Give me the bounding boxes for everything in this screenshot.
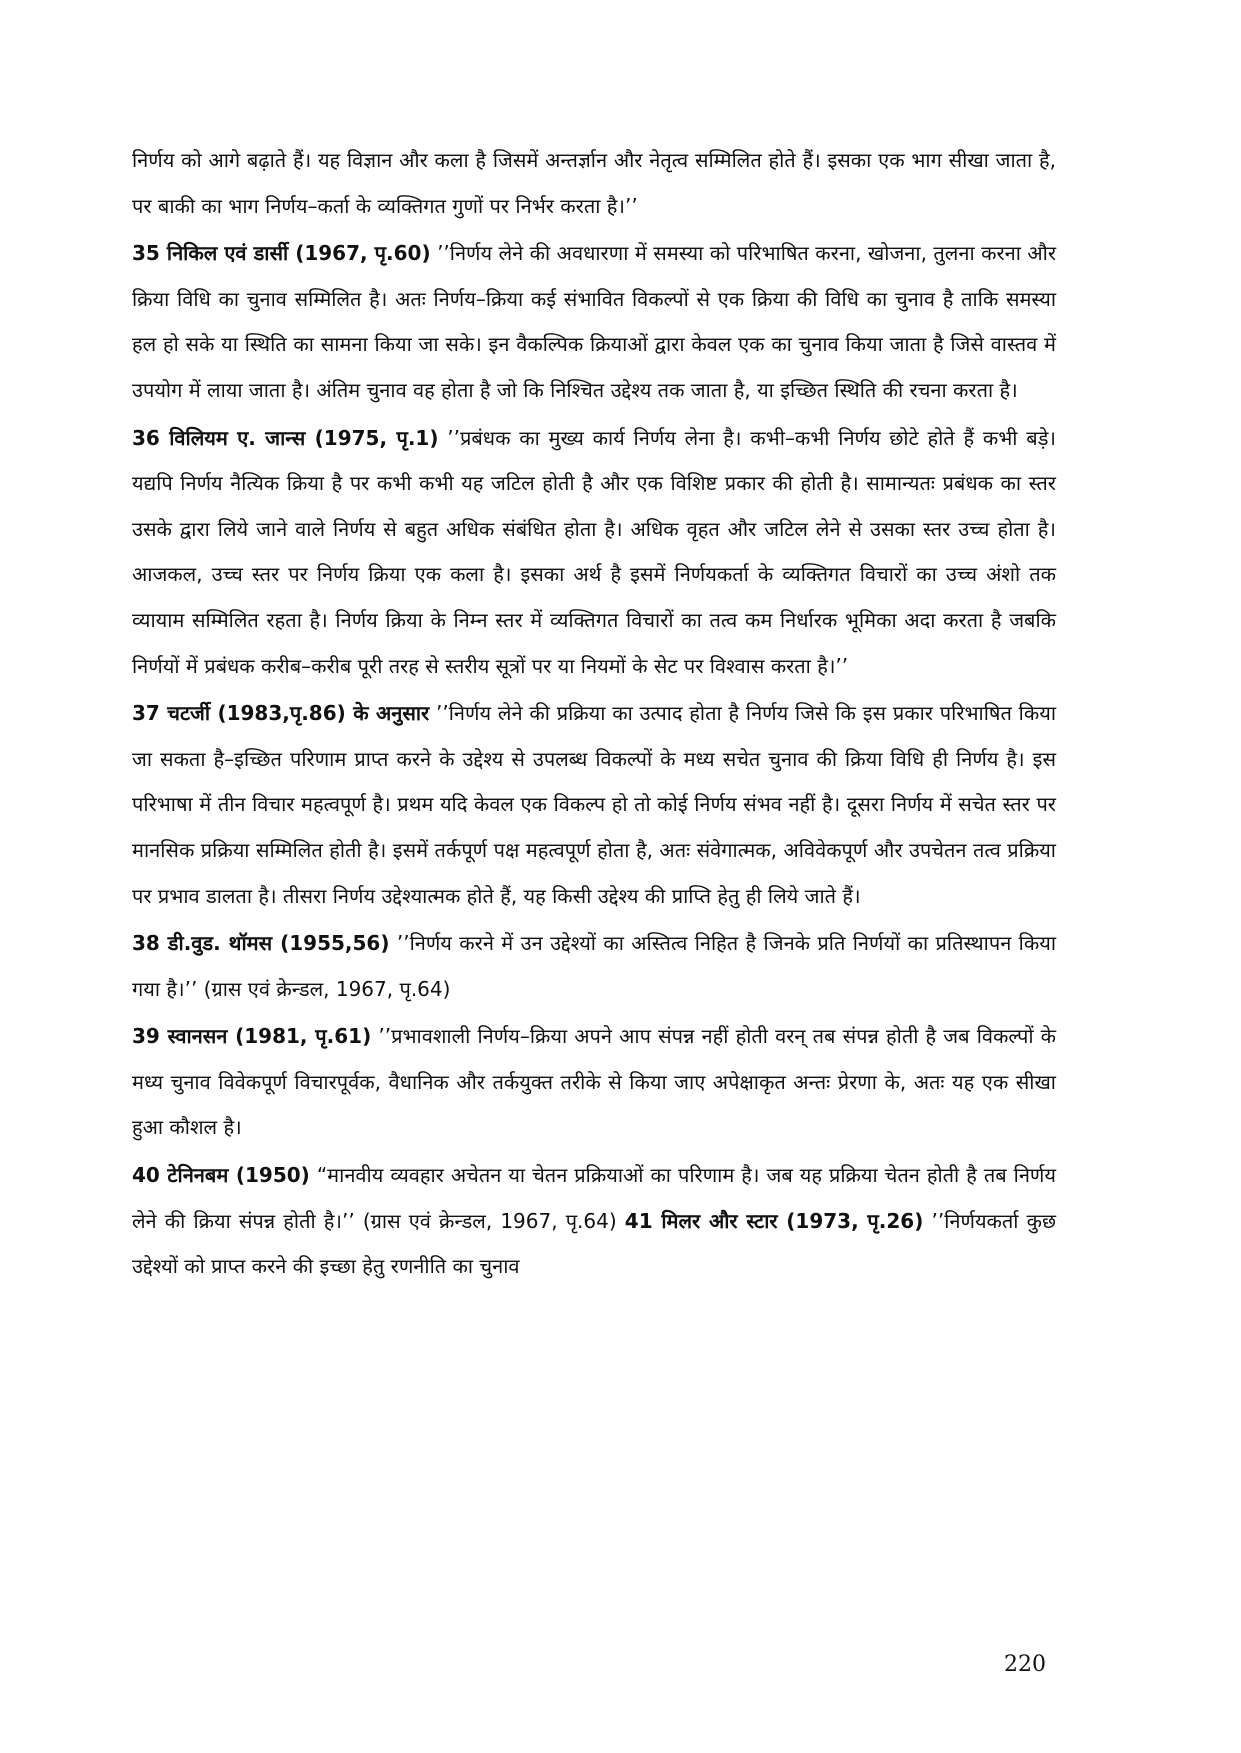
paragraph-text: ’’निर्णय लेने की प्रक्रिया का उत्पाद होता है निर्णय जिसे कि इस प्रकार परिभाषित किया जा सकता है–इच्छित परिणाम प्राप्त करने के उद्देश्य से उपलब्ध विकल्पों के मध्य सचेत चुनाव की क्रिया विधि ही निर्णय है। इस परिभाषा में तीन विचार महत्वपूर्ण है। प्रथम यदि केवल एक विकल्प हो तो कोई निर्णय संभव नहीं है। दूसरा निर्णय में सचेत स्तर पर मानसिक प्रक्रिया सम्मिलित होती है। इसमें तर्कपूर्ण पक्ष महत्वपूर्ण होता है, अतः संवेगात्मक, अविवेकपूर्ण और उपचेतन तत्व प्रक्रिया पर प्रभाव डालता है। तीसरा निर्णय उद्देश्यात्मक होते हैं, यह किसी उद्देश्य की प्राप्ति हेतु ही लिये जाते हैं।	[132, 701, 1057, 908]
paragraph-heading: 38 डी.वुड. थॉमस (1955,56)	[132, 931, 390, 956]
paragraph-continuation	[132, 138, 1056, 229]
paragraph-heading: 40 टेनिनबम (1950)	[132, 1163, 310, 1188]
paragraph-heading: 37 चटर्जी (1983,पृ.86) के अनुसार	[132, 701, 430, 726]
paragraph-39	[132, 1014, 1056, 1151]
paragraph-text: ’’प्रबंधक का मुख्य कार्य निर्णय लेना है। कभी–कभी निर्णय छोटे होते हैं कभी बड़े। यद्यपि निर्णय नैत्यिक क्रिया है पर कभी कभी यह जटिल होती है और एक विशिष्ट प्रकार की होती है। सामान्यतः प्रबंधक का स्तर उसके द्वारा लिये जाने वाले निर्णय से बहुत अधिक संबंधित होता है। अधिक वृहत और जटिल लेने से उसका स्तर उच्च होता है। आजकल, उच्च स्तर पर निर्णय क्रिया एक कला है। इसका अर्थ है इसमें निर्णयकर्ता के व्यक्तिगत विचारों का उच्च अंशो तक व्यायाम सम्मिलित रहता है। निर्णय क्रिया के निम्न स्तर में व्यक्तिगत विचारों का तत्व कम निर्धारक भूमिका अदा करता है जबकि निर्णयों में प्रबंधक करीब–करीब पूरी तरह से स्तरीय सूत्रों पर या नियमों के सेट पर विश्वास करता है।’’	[132, 425, 1056, 678]
paragraph-37	[132, 691, 1056, 919]
page-body	[132, 138, 1056, 1290]
paragraph-text: ’’प्रभावशाली निर्णय–क्रिया अपने आप संपन्न नहीं होती वरन् तब संपन्न होती है जब विकल्पों के मध्य चुनाव विवेकपूर्ण विचारपूर्वक, वैधानिक और तर्कयुक्त तरीके से किया जाए अपेक्षाकृत अन्तः प्रेरणा के, अतः यह एक सीखा हुआ कौशल है।	[132, 1024, 1056, 1140]
paragraph-text: ’’निर्णय लेने की अवधारणा में समस्या को परिभाषित करना, खोजना, तुलना करना और क्रिया विधि का चुनाव सम्मिलित है। अतः निर्णय–क्रिया कई संभावित विकल्पों से एक क्रिया की विधि का चुनाव है ताकि समस्या हल हो सके या स्थिति का सामना किया जा सके। इन वैकल्पिक क्रियाओं द्वारा केवल एक का चुनाव किया जाता है जिसे वास्तव में उपयोग में लाया जाता है। अंतिम चुनाव वह होता है जो कि निश्चित उद्देश्य तक जाता है, या इच्छित स्थिति की रचना करता है।	[132, 241, 1056, 402]
paragraph-text-41: ’’निर्णयकर्ता कुछ उद्देश्यों को प्राप्त करने की इच्छा हेतु रणनीति का चुनाव	[132, 1208, 1056, 1279]
paragraph-35	[132, 231, 1056, 413]
paragraph-text: “मानवीय व्यवहार अचेतन या चेतन प्रक्रियाओं का परिणाम है। जब यह प्रक्रिया चेतन होती है तब निर्णय लेने की क्रिया संपन्न होती है।’’ (ग्रास एवं क्रेन्डल, 1967, पृ.64)	[132, 1163, 1056, 1233]
paragraph-36	[132, 416, 1056, 690]
page-number: 220	[1004, 1652, 1046, 1677]
paragraph-heading: 36 विलियम ए. जान्स (1975, पृ.1)	[132, 425, 439, 450]
paragraph-text: निर्णय को आगे बढ़ाते हैं। यह विज्ञान और कला है जिसमें अन्तर्ज्ञान और नेतृत्व सम्मिलित होते हैं। इसका एक भाग सीखा जाता है, पर बाकी का भाग निर्णय–कर्ता के व्यक्तिगत गुणों पर निर्भर करता है।’’	[132, 148, 1056, 218]
paragraph-38	[132, 921, 1056, 1012]
paragraph-text: ’’निर्णय करने में उन उद्देश्यों का अस्तित्व निहित है जिनके प्रति निर्णयों का प्रतिस्थापन किया गया है।’’ (ग्रास एवं क्रेन्डल, 1967, पृ.64)	[132, 931, 1056, 1001]
paragraph-heading: 35 निकिल एवं डार्सी (1967, पृ.60)	[132, 241, 431, 266]
paragraph-heading-41: 41 मिलर और स्टार (1973, पृ.26)	[624, 1208, 924, 1233]
paragraph-heading: 39 स्वानसन (1981, पृ.61)	[132, 1024, 372, 1049]
paragraph-40	[132, 1153, 1056, 1290]
